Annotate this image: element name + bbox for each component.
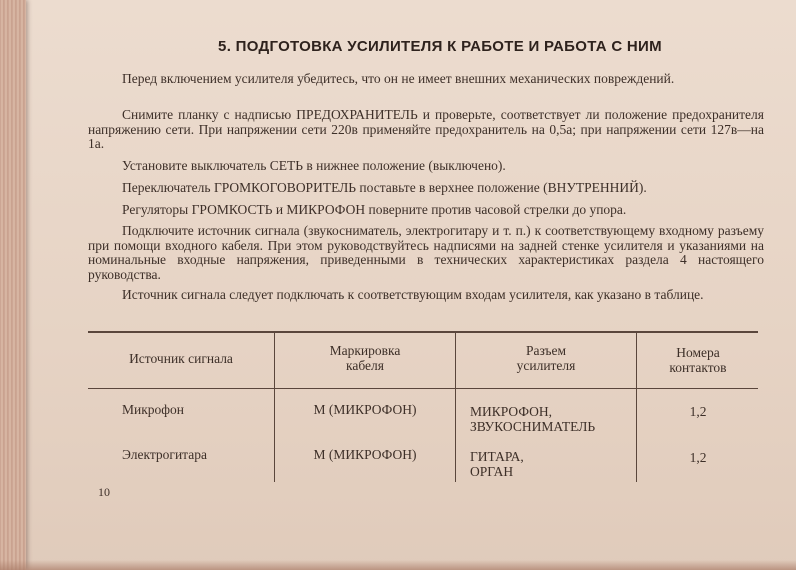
section-title: 5. ПОДГОТОВКА УСИЛИТЕЛЯ К РАБОТЕ И РАБОТА С НИМ	[218, 38, 662, 55]
paragraph-3: Установите выключатель СЕТЬ в нижнее положение (выключено).	[122, 158, 506, 173]
header-contacts-line2: контактов	[669, 360, 727, 375]
paragraph-1: Перед включением усилителя убедитесь, что он не имеет внешних механических повреждений.	[122, 71, 675, 86]
header-contacts-line1: Номера	[676, 345, 720, 360]
page-bottom-shadow	[0, 560, 796, 570]
paragraph-4: Переключатель ГРОМКОГОВОРИТЕЛЬ поставьте в верхнее положение (ВНУТРЕННИЙ).	[122, 180, 647, 195]
header-source: Источник сигнала	[129, 351, 233, 366]
row-cable: М (МИКРОФОН)	[313, 447, 417, 462]
page-number: 10	[98, 485, 110, 499]
paragraph-2: Снимите планку с надписью ПРЕДОХРАНИТЕЛЬ и проверьте, соответствует ли положение предохранителя напряжению сети. При напряжении сети 220в применяйте предохранитель на 0,5а; при напряжении сети 127в—на 1а.	[88, 107, 764, 151]
row-contacts: 1,2	[689, 450, 707, 465]
row-connector-line2: ЗВУКОСНИМАТЕЛЬ	[470, 419, 596, 434]
row-connector-line2: ОРГАН	[470, 464, 514, 479]
paragraph-7: Источник сигнала следует подключать к соответствующим входам усилителя, как указано в таблице.	[122, 287, 704, 302]
row-cable: М (МИКРОФОН)	[313, 402, 417, 417]
row-contacts: 1,2	[689, 404, 707, 419]
paragraph-6: Подключите источник сигнала (звукосниматель, электрогитару и т. п.) к соответствующему входному разъему при помощи входного кабеля. При этом руководствуйтесь надписями на задней стенке усилителя и указаниями на номинальные входные напряжения, приведенными в технических характеристиках раздела 4 настоящего руководства.	[88, 223, 764, 282]
row-source: Электрогитара	[122, 447, 207, 462]
header-cable-line1: Маркировка	[329, 343, 401, 358]
table-header-rule	[88, 388, 758, 389]
paragraph-5: Регуляторы ГРОМКОСТЬ и МИКРОФОН поверните против часовой стрелки до упора.	[122, 202, 627, 217]
table-top-rule	[88, 331, 758, 333]
page-stack-edge	[0, 0, 26, 570]
row-connector-line1: МИКРОФОН,	[470, 404, 553, 419]
row-source: Микрофон	[122, 402, 185, 417]
header-connector-line1: Разъем	[525, 343, 567, 358]
header-cable-line2: кабеля	[346, 358, 384, 373]
header-connector-line2: усилителя	[516, 358, 576, 373]
row-connector-line1: ГИТАРА,	[470, 449, 524, 464]
